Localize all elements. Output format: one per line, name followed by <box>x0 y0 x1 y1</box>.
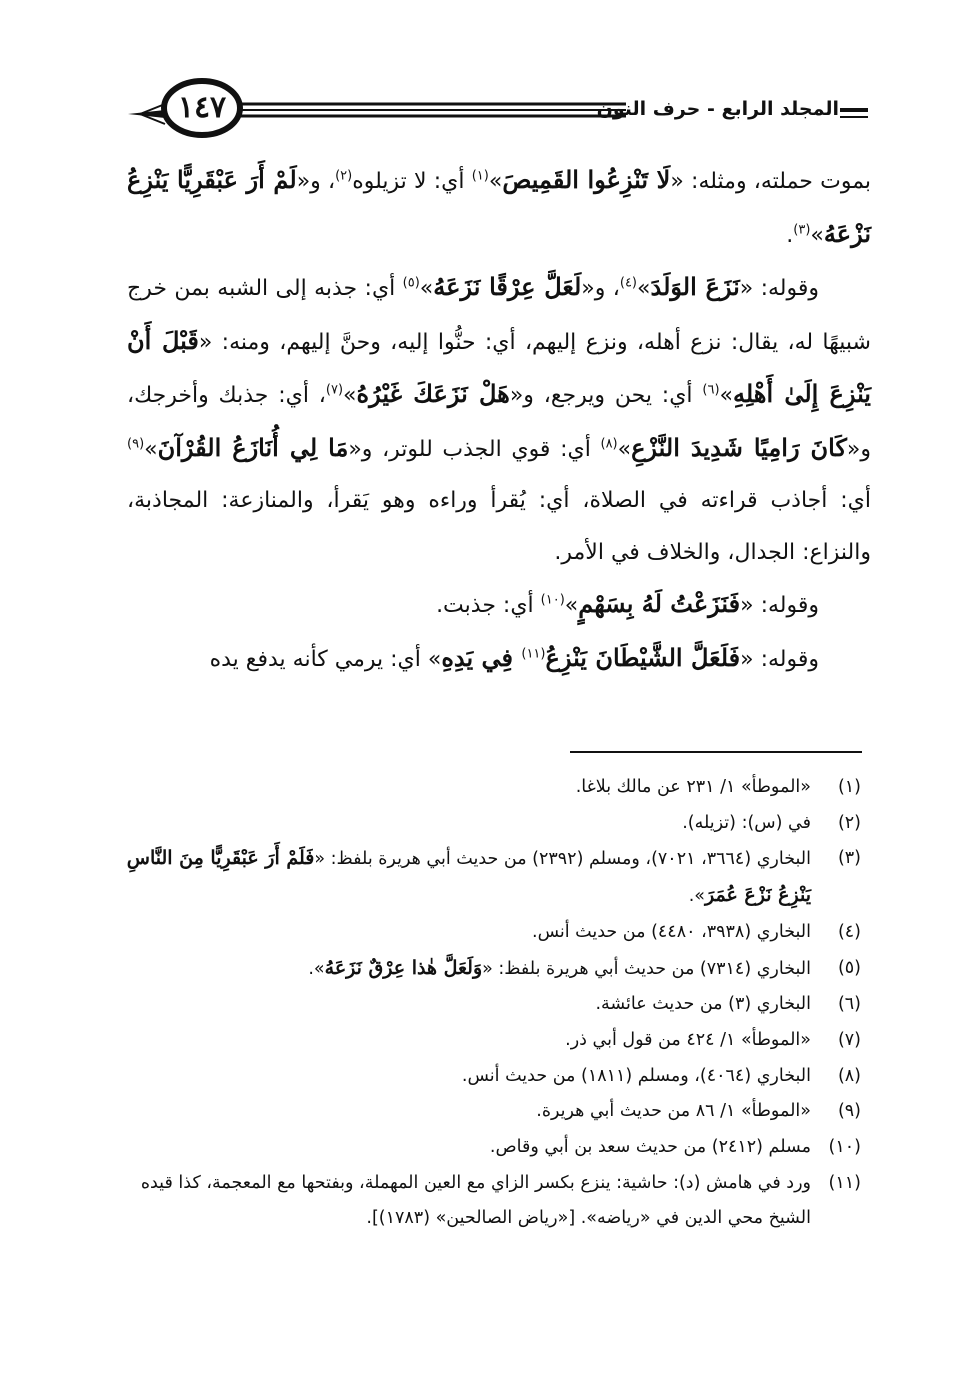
text-run: بموت حملته، ومثله: « <box>670 169 872 194</box>
text-run: البخاري (٣٦٦٤، ٧٠٢١)، ومسلم (٢٣٩٢) من حديث أبي هريرة بلفظ: « <box>314 849 811 870</box>
running-title: المجلد الرابع - حرف النون <box>596 98 839 120</box>
footnote-item <box>101 915 861 951</box>
text-run: أي: جذبه إلى الشبه بمن خرج شبيهًا له، يقال: نزع أهله، ونزع إليهم، أي: حنُّوا إليه، وحنَّ إليهم، ومنه: « <box>127 276 871 355</box>
hadith-quote: نَزَعَ الوَلَدَ <box>650 272 740 301</box>
text-run: » <box>617 436 632 462</box>
footnote-item <box>101 806 861 842</box>
text-run: » <box>719 383 733 408</box>
footnote-item <box>101 987 861 1023</box>
paragraph-2 <box>127 261 871 578</box>
footnote-number: (١١) <box>828 1172 861 1193</box>
footnote-text <box>101 951 811 988</box>
text-run: ، أي: جذبك وأخرجك، و« <box>127 383 872 462</box>
hadith-quote: فَنَزَعْتُ لَهُ بِسَهْمٍ <box>578 589 741 618</box>
footnote-ref[interactable]: (١١) <box>521 646 546 662</box>
footnote-ref[interactable]: (١٠) <box>540 592 565 608</box>
footnote-ref[interactable]: (٤) <box>619 275 637 291</box>
text-run: ». <box>688 886 706 907</box>
footnote-text <box>101 806 811 842</box>
text-run: وقوله: « <box>740 593 819 618</box>
text-run: » <box>419 276 434 301</box>
footnote-number: (١) <box>837 777 861 797</box>
text-run: البخاري (٣٩٣٨، ٤٤٨٠) من حديث أنس. <box>532 921 811 942</box>
text-run: أي: لا تزيلوه <box>352 169 472 194</box>
footnote-item <box>101 951 861 988</box>
text-run: ورد في هامش (د): حاشية: ينزع بكسر الزاي مع العين المهملة، وبفتحها مع المعجمة، كذا قيده الشيخ محي الدين في «رياضه». [«رياض الصالحين» (١٧٨٣)]. <box>140 1172 811 1229</box>
footnote-separator <box>570 751 862 753</box>
footnote-item <box>101 1130 861 1166</box>
footnote-item <box>101 770 861 806</box>
hadith-quote: قَبْلَ أَنْ يَنْزِعَ إِلَىٰ أَهْلِهِ <box>127 325 871 408</box>
footnote-item <box>101 841 861 914</box>
footnote-ref[interactable]: (٦) <box>702 382 720 398</box>
footnote-text <box>101 915 811 951</box>
text-run: » <box>343 383 357 408</box>
text-run: «الموطأ» ١/ ٢٣١ عن مالك بلاغا. <box>575 777 811 797</box>
footnote-text <box>101 770 811 806</box>
footnote-number: (٧) <box>837 1029 861 1050</box>
footnote-item <box>101 1166 861 1237</box>
text-run: » <box>564 593 579 618</box>
text-run: » <box>637 276 651 301</box>
text-run: مسلم (٢٤١٢) من حديث سعد بن أبي وقاص. <box>489 1137 811 1158</box>
text-run: » <box>144 436 158 462</box>
hadith-quote: وَلَعَلَّ هٰذا عِرْقٌ نَزَعَهُ <box>324 956 483 979</box>
footnote-ref[interactable]: (٥) <box>402 275 420 291</box>
footnote-text <box>101 1130 811 1166</box>
footnotes <box>101 770 861 1237</box>
text-run: البخاري (٣) من حديث عائشة. <box>595 994 811 1015</box>
footnote-ref[interactable]: (٨) <box>600 436 618 452</box>
footnote-text <box>101 1059 811 1095</box>
footnote-number: (١٠) <box>828 1137 861 1158</box>
paragraph-4 <box>127 632 871 686</box>
footnote-number: (٥) <box>837 957 861 978</box>
footnote-number: (٩) <box>837 1101 861 1122</box>
footnote-ref[interactable]: (٩) <box>127 436 145 452</box>
hadith-quote: فَلَمْ أَرَ عَبْقَرِيًّا مِنَ النَّاسِ يَنْزِعُ نَزْعَ عُمَرَ <box>126 847 811 907</box>
footnote-text <box>101 1023 811 1059</box>
footnote-text <box>101 1094 811 1130</box>
text-run: ، و« <box>581 276 620 301</box>
footnote-item <box>101 1059 861 1095</box>
text-run: وقوله: « <box>739 276 820 301</box>
hadith-quote: هَلْ نَزَعَكَ غَيْرُهُ <box>356 379 510 408</box>
footnote-number: (٤) <box>837 921 861 942</box>
text-run: أي: جذبت. <box>436 593 541 618</box>
hadith-quote: لَمْ أَرَ عَبْقَرِيًّا يَنْزِعُ نَزْعَهُ <box>127 165 871 248</box>
footnote-text <box>101 841 811 914</box>
text-run: «الموطأ» ١/ ٤٢٤ من قول أبي ذر. <box>565 1029 811 1050</box>
page-number: ١٤٧ <box>177 90 227 125</box>
text-run: في (س): (تزيله). <box>682 812 811 833</box>
hadith-quote: فَلَعَلَّ الشَّيْطَانَ يَنْزِعُ <box>545 642 741 672</box>
text-run: أي: يحن ويرجع، و« <box>509 383 703 408</box>
footnote-ref[interactable]: (٧) <box>325 382 344 398</box>
hadith-quote: كَانَ رَامِيًا شَدِيدَ النَّزْعِ <box>631 432 847 462</box>
text-run: أي: أجاذب قراءته في الصلاة، أي: يُقرأ وراءه وهو يَقرأ، والمنازعة: المجاذبة، والنزاع: الجدال، والخلاف في الأمر. <box>127 488 871 565</box>
hadith-quote: فِي يَدِهِ <box>441 642 522 672</box>
hadith-quote: لَا تَنْزِعُوا القَمِيصَ <box>502 165 671 194</box>
main-text <box>127 154 871 685</box>
hadith-quote: لَعَلَّ عِرْقًا نَزَعَهُ <box>433 272 582 301</box>
footnote-ref[interactable]: (١) <box>471 168 489 184</box>
text-run: ، و« <box>296 169 336 194</box>
text-run: » <box>810 222 824 248</box>
text-run: «الموطأ» ١/ ٨٦ من حديث أبي هريرة. <box>536 1101 811 1122</box>
footnote-number: (٣) <box>837 848 861 869</box>
text-run: أي: قوي الجذب للوتر، و« <box>348 436 601 462</box>
footnote-number: (٢) <box>837 812 861 833</box>
text-run: وقوله: « <box>740 646 819 672</box>
footnote-number: (٦) <box>837 994 861 1015</box>
paragraph-1 <box>127 154 871 261</box>
hadith-quote: مَا لِي أُنَازَعُ القُرْآنَ <box>157 432 349 462</box>
footnote-number: (٨) <box>837 1065 861 1086</box>
footnote-text <box>101 1166 811 1237</box>
text-run: البخاري (٧٣١٤) من حديث أبي هريرة بلفظ: « <box>482 958 811 979</box>
page-header <box>0 0 957 160</box>
footnote-item <box>101 1023 861 1059</box>
text-run: . <box>786 222 794 248</box>
text-run: » أي: يرمي كأنه يدفع يده <box>209 646 442 672</box>
text-run: البخاري (٤٠٦٤)، ومسلم (١٨١١) من حديث أنس. <box>461 1065 811 1086</box>
header-ornament <box>0 0 957 160</box>
text-run: » <box>488 169 503 194</box>
footnote-ref[interactable]: (٣) <box>793 222 811 238</box>
footnote-ref[interactable]: (٢) <box>335 168 353 184</box>
footnote-text <box>101 987 811 1023</box>
text-run: ». <box>308 958 325 979</box>
paragraph-3 <box>127 578 871 632</box>
footnote-item <box>101 1094 861 1130</box>
